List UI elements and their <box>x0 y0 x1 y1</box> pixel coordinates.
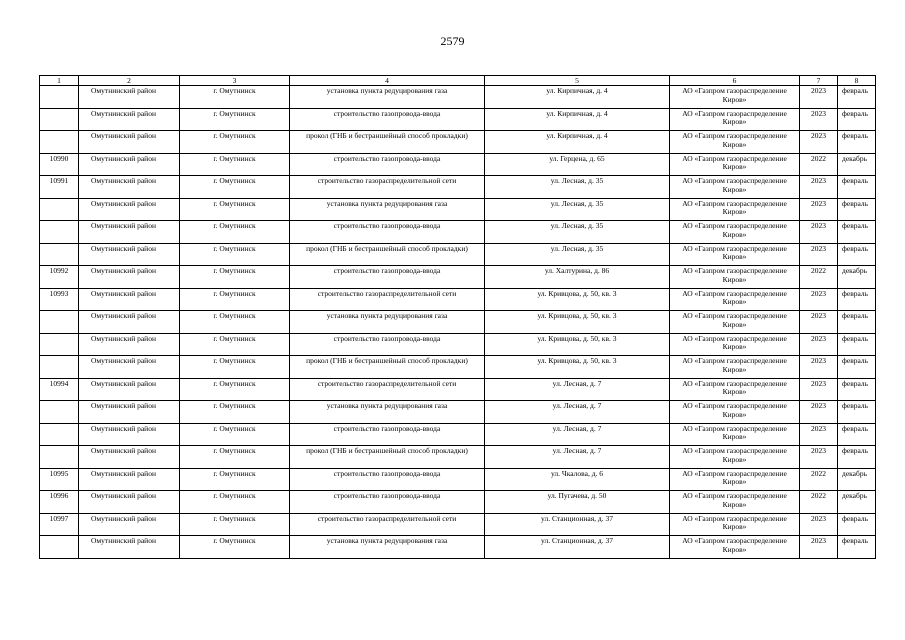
column-header: 3 <box>180 76 290 86</box>
cell-address: ул. Лесная, д. 35 <box>485 176 670 199</box>
cell-city: г. Омутнинск <box>180 108 290 131</box>
cell-month: февраль <box>838 108 876 131</box>
cell-district: Омутнинский район <box>79 198 180 221</box>
cell-number: 10994 <box>40 378 79 401</box>
cell-month: декабрь <box>838 491 876 514</box>
cell-city: г. Омутнинск <box>180 131 290 154</box>
table-row <box>40 423 876 446</box>
cell-city: г. Омутнинск <box>180 176 290 199</box>
cell-month: февраль <box>838 536 876 559</box>
cell-district: Омутнинский район <box>79 491 180 514</box>
cell-work-type: прокол (ГНБ и бестраншейный способ прокладки) <box>290 356 485 379</box>
cell-month: февраль <box>838 288 876 311</box>
cell-work-type: установка пункта редуцирования газа <box>290 311 485 334</box>
cell-work-type: строительство газопровода-ввода <box>290 491 485 514</box>
cell-number <box>40 198 79 221</box>
cell-month: февраль <box>838 423 876 446</box>
cell-work-type: установка пункта редуцирования газа <box>290 536 485 559</box>
cell-number: 10991 <box>40 176 79 199</box>
cell-month: февраль <box>838 333 876 356</box>
page-number: 2579 <box>440 34 465 48</box>
cell-city: г. Омутнинск <box>180 491 290 514</box>
cell-work-type: прокол (ГНБ и бестраншейный способ прокладки) <box>290 131 485 154</box>
cell-district: Омутнинский район <box>79 401 180 424</box>
cell-address: ул. Лесная, д. 35 <box>485 243 670 266</box>
cell-address: ул. Кирпичная, д. 4 <box>485 86 670 109</box>
cell-work-type: строительство газораспределительной сети <box>290 176 485 199</box>
cell-district: Омутнинский район <box>79 243 180 266</box>
cell-organization: АО «Газпром газораспределение Киров» <box>670 266 800 289</box>
cell-number: 10993 <box>40 288 79 311</box>
cell-address: ул. Пугачева, д. 50 <box>485 491 670 514</box>
cell-address: ул. Чкалова, д. 6 <box>485 468 670 491</box>
table-row <box>40 513 876 536</box>
table-row <box>40 221 876 244</box>
column-header: 6 <box>670 76 800 86</box>
column-header: 2 <box>79 76 180 86</box>
cell-year: 2023 <box>800 221 838 244</box>
cell-organization: АО «Газпром газораспределение Киров» <box>670 401 800 424</box>
table-row <box>40 356 876 379</box>
cell-work-type: строительство газораспределительной сети <box>290 378 485 401</box>
column-header: 5 <box>485 76 670 86</box>
cell-organization: АО «Газпром газораспределение Киров» <box>670 423 800 446</box>
cell-organization: АО «Газпром газораспределение Киров» <box>670 198 800 221</box>
cell-district: Омутнинский район <box>79 513 180 536</box>
cell-number <box>40 221 79 244</box>
cell-year: 2023 <box>800 378 838 401</box>
cell-year: 2023 <box>800 356 838 379</box>
cell-city: г. Омутнинск <box>180 513 290 536</box>
cell-year: 2023 <box>800 513 838 536</box>
cell-work-type: строительство газораспределительной сети <box>290 288 485 311</box>
cell-address: ул. Герцена, д. 65 <box>485 153 670 176</box>
cell-month: февраль <box>838 311 876 334</box>
cell-address: ул. Лесная, д. 7 <box>485 423 670 446</box>
cell-district: Омутнинский район <box>79 153 180 176</box>
cell-month: декабрь <box>838 266 876 289</box>
cell-year: 2023 <box>800 243 838 266</box>
cell-city: г. Омутнинск <box>180 401 290 424</box>
cell-year: 2023 <box>800 108 838 131</box>
cell-district: Омутнинский район <box>79 131 180 154</box>
cell-year: 2023 <box>800 423 838 446</box>
cell-organization: АО «Газпром газораспределение Киров» <box>670 311 800 334</box>
table-row <box>40 311 876 334</box>
table-row <box>40 108 876 131</box>
cell-work-type: строительство газопровода-ввода <box>290 108 485 131</box>
cell-year: 2022 <box>800 153 838 176</box>
cell-year: 2022 <box>800 491 838 514</box>
column-header: 7 <box>800 76 838 86</box>
column-header: 4 <box>290 76 485 86</box>
cell-address: ул. Станционная, д. 37 <box>485 536 670 559</box>
cell-district: Омутнинский район <box>79 356 180 379</box>
cell-city: г. Омутнинск <box>180 221 290 244</box>
data-table <box>39 75 876 559</box>
cell-month: декабрь <box>838 153 876 176</box>
cell-address: ул. Кривцова, д. 50, кв. 3 <box>485 288 670 311</box>
cell-organization: АО «Газпром газораспределение Киров» <box>670 243 800 266</box>
table-row <box>40 266 876 289</box>
table-row <box>40 131 876 154</box>
cell-city: г. Омутнинск <box>180 468 290 491</box>
table-row <box>40 176 876 199</box>
cell-work-type: строительство газопровода-ввода <box>290 423 485 446</box>
cell-district: Омутнинский район <box>79 176 180 199</box>
cell-work-type: установка пункта редуцирования газа <box>290 86 485 109</box>
cell-organization: АО «Газпром газораспределение Киров» <box>670 468 800 491</box>
cell-year: 2023 <box>800 288 838 311</box>
cell-district: Омутнинский район <box>79 108 180 131</box>
cell-month: февраль <box>838 198 876 221</box>
cell-district: Омутнинский район <box>79 266 180 289</box>
cell-number: 10996 <box>40 491 79 514</box>
cell-month: февраль <box>838 221 876 244</box>
table-row <box>40 333 876 356</box>
cell-address: ул. Кирпичная, д. 4 <box>485 108 670 131</box>
cell-address: ул. Лесная, д. 7 <box>485 378 670 401</box>
cell-district: Омутнинский район <box>79 221 180 244</box>
cell-month: февраль <box>838 446 876 469</box>
cell-work-type: установка пункта редуцирования газа <box>290 198 485 221</box>
table-row <box>40 198 876 221</box>
table-row <box>40 86 876 109</box>
cell-district: Омутнинский район <box>79 311 180 334</box>
cell-year: 2023 <box>800 536 838 559</box>
cell-address: ул. Кирпичная, д. 4 <box>485 131 670 154</box>
cell-year: 2023 <box>800 401 838 424</box>
cell-organization: АО «Газпром газораспределение Киров» <box>670 108 800 131</box>
cell-month: февраль <box>838 378 876 401</box>
table-row <box>40 536 876 559</box>
cell-organization: АО «Газпром газораспределение Киров» <box>670 153 800 176</box>
table-row <box>40 153 876 176</box>
cell-number <box>40 311 79 334</box>
table-row <box>40 446 876 469</box>
cell-number <box>40 131 79 154</box>
cell-organization: АО «Газпром газораспределение Киров» <box>670 378 800 401</box>
cell-year: 2023 <box>800 333 838 356</box>
cell-work-type: прокол (ГНБ и бестраншейный способ прокладки) <box>290 243 485 266</box>
cell-address: ул. Станционная, д. 37 <box>485 513 670 536</box>
cell-work-type: прокол (ГНБ и бестраншейный способ прокладки) <box>290 446 485 469</box>
cell-district: Омутнинский район <box>79 423 180 446</box>
cell-year: 2022 <box>800 468 838 491</box>
cell-district: Омутнинский район <box>79 378 180 401</box>
cell-work-type: строительство газопровода-ввода <box>290 153 485 176</box>
cell-number: 10995 <box>40 468 79 491</box>
cell-number <box>40 446 79 469</box>
cell-city: г. Омутнинск <box>180 356 290 379</box>
table-row <box>40 243 876 266</box>
cell-month: декабрь <box>838 468 876 491</box>
cell-year: 2023 <box>800 131 838 154</box>
cell-month: февраль <box>838 401 876 424</box>
cell-organization: АО «Газпром газораспределение Киров» <box>670 356 800 379</box>
cell-month: февраль <box>838 243 876 266</box>
cell-number: 10990 <box>40 153 79 176</box>
cell-address: ул. Кривцова, д. 50, кв. 3 <box>485 333 670 356</box>
cell-year: 2023 <box>800 446 838 469</box>
cell-address: ул. Кривцова, д. 50, кв. 3 <box>485 356 670 379</box>
cell-number <box>40 108 79 131</box>
table-row <box>40 468 876 491</box>
cell-city: г. Омутнинск <box>180 243 290 266</box>
cell-year: 2022 <box>800 266 838 289</box>
cell-number: 10997 <box>40 513 79 536</box>
cell-district: Омутнинский район <box>79 468 180 491</box>
cell-organization: АО «Газпром газораспределение Киров» <box>670 536 800 559</box>
cell-organization: АО «Газпром газораспределение Киров» <box>670 221 800 244</box>
cell-month: февраль <box>838 86 876 109</box>
table-row <box>40 401 876 424</box>
cell-organization: АО «Газпром газораспределение Киров» <box>670 491 800 514</box>
column-header: 1 <box>40 76 79 86</box>
cell-month: февраль <box>838 131 876 154</box>
cell-address: ул. Кривцова, д. 50, кв. 3 <box>485 311 670 334</box>
cell-address: ул. Лесная, д. 35 <box>485 221 670 244</box>
cell-district: Омутнинский район <box>79 446 180 469</box>
cell-year: 2023 <box>800 86 838 109</box>
cell-district: Омутнинский район <box>79 86 180 109</box>
cell-number <box>40 86 79 109</box>
cell-work-type: установка пункта редуцирования газа <box>290 401 485 424</box>
cell-year: 2023 <box>800 198 838 221</box>
cell-month: февраль <box>838 513 876 536</box>
cell-number <box>40 333 79 356</box>
cell-district: Омутнинский район <box>79 333 180 356</box>
cell-number: 10992 <box>40 266 79 289</box>
cell-city: г. Омутнинск <box>180 198 290 221</box>
cell-number <box>40 401 79 424</box>
cell-month: февраль <box>838 356 876 379</box>
cell-city: г. Омутнинск <box>180 153 290 176</box>
table-header-row <box>40 76 876 86</box>
cell-organization: АО «Газпром газораспределение Киров» <box>670 86 800 109</box>
table-row <box>40 288 876 311</box>
table-row <box>40 491 876 514</box>
cell-work-type: строительство газопровода-ввода <box>290 468 485 491</box>
cell-city: г. Омутнинск <box>180 333 290 356</box>
cell-number <box>40 243 79 266</box>
cell-number <box>40 536 79 559</box>
table-body <box>40 86 876 559</box>
cell-city: г. Омутнинск <box>180 423 290 446</box>
cell-organization: АО «Газпром газораспределение Киров» <box>670 333 800 356</box>
cell-work-type: строительство газопровода-ввода <box>290 221 485 244</box>
cell-work-type: строительство газораспределительной сети <box>290 513 485 536</box>
table-row <box>40 378 876 401</box>
cell-organization: АО «Газпром газораспределение Киров» <box>670 176 800 199</box>
cell-city: г. Омутнинск <box>180 536 290 559</box>
cell-number <box>40 423 79 446</box>
cell-city: г. Омутнинск <box>180 311 290 334</box>
cell-address: ул. Халтурина, д. 86 <box>485 266 670 289</box>
column-header: 8 <box>838 76 876 86</box>
cell-organization: АО «Газпром газораспределение Киров» <box>670 288 800 311</box>
cell-address: ул. Лесная, д. 35 <box>485 198 670 221</box>
cell-city: г. Омутнинск <box>180 86 290 109</box>
cell-number <box>40 356 79 379</box>
cell-city: г. Омутнинск <box>180 446 290 469</box>
cell-month: февраль <box>838 176 876 199</box>
cell-address: ул. Лесная, д. 7 <box>485 446 670 469</box>
cell-organization: АО «Газпром газораспределение Киров» <box>670 131 800 154</box>
cell-organization: АО «Газпром газораспределение Киров» <box>670 513 800 536</box>
cell-district: Омутнинский район <box>79 536 180 559</box>
cell-city: г. Омутнинск <box>180 288 290 311</box>
cell-organization: АО «Газпром газораспределение Киров» <box>670 446 800 469</box>
cell-city: г. Омутнинск <box>180 378 290 401</box>
cell-year: 2023 <box>800 311 838 334</box>
cell-work-type: строительство газопровода-ввода <box>290 266 485 289</box>
cell-address: ул. Лесная, д. 7 <box>485 401 670 424</box>
cell-year: 2023 <box>800 176 838 199</box>
cell-district: Омутнинский район <box>79 288 180 311</box>
cell-city: г. Омутнинск <box>180 266 290 289</box>
cell-work-type: строительство газопровода-ввода <box>290 333 485 356</box>
